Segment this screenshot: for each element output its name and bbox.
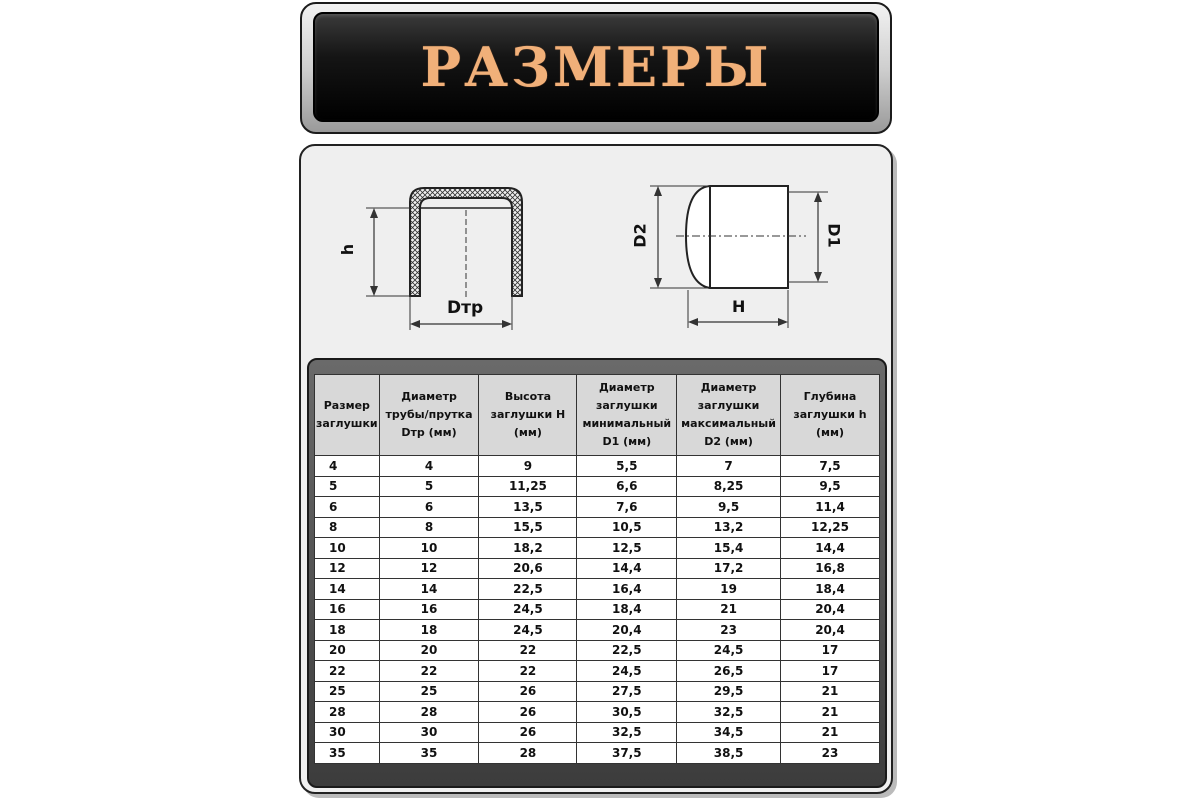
table-cell: 6	[379, 497, 479, 518]
label-d2: D2	[630, 223, 650, 248]
table-cell: 6	[315, 497, 380, 518]
table-cell: 10,5	[577, 517, 677, 538]
table-cell: 13,5	[479, 497, 577, 518]
table-cell: 35	[315, 743, 380, 764]
table-row	[315, 497, 880, 518]
table-cell: 37,5	[577, 743, 677, 764]
table-row	[315, 722, 880, 743]
table-cell: 24,5	[479, 599, 577, 620]
label-d1: D1	[824, 223, 844, 248]
table-cell: 16	[315, 599, 380, 620]
table-cell: 18	[315, 620, 380, 641]
table-cell: 11,25	[479, 476, 577, 497]
table-cell: 18	[379, 620, 479, 641]
table-cell: 21	[780, 681, 879, 702]
table-cell: 28	[315, 702, 380, 723]
table-cell: 12,5	[577, 538, 677, 559]
table-cell: 6,6	[577, 476, 677, 497]
label-h: h	[338, 243, 358, 256]
table-cell: 13,2	[677, 517, 781, 538]
table-cell: 8	[379, 517, 479, 538]
table-cell: 24,5	[577, 661, 677, 682]
table-cell: 38,5	[677, 743, 781, 764]
table-cell: 22	[479, 661, 577, 682]
table-cell: 30	[379, 722, 479, 743]
table-cell: 18,2	[479, 538, 577, 559]
table-cell: 9,5	[780, 476, 879, 497]
table-cell: 25	[315, 681, 380, 702]
table-row	[315, 517, 880, 538]
table-cell: 11,4	[780, 497, 879, 518]
table-cell: 29,5	[677, 681, 781, 702]
table-cell: 8,25	[677, 476, 781, 497]
table-row	[315, 579, 880, 600]
table-cell: 17	[780, 640, 879, 661]
table-row	[315, 702, 880, 723]
table-cell: 28	[479, 743, 577, 764]
table-cell: 25	[379, 681, 479, 702]
table-cell: 16	[379, 599, 479, 620]
label-H: H	[732, 297, 746, 316]
table-cell: 9,5	[677, 497, 781, 518]
table-cell: 20	[315, 640, 380, 661]
table-cell: 32,5	[577, 722, 677, 743]
table-cell: 12	[315, 558, 380, 579]
table-cell: 22,5	[577, 640, 677, 661]
table-cell: 16,8	[780, 558, 879, 579]
label-dtr: Dтр	[447, 298, 484, 318]
table-row	[315, 681, 880, 702]
table-cell: 9	[479, 456, 577, 477]
table-cell: 5,5	[577, 456, 677, 477]
table-cell: 20,6	[479, 558, 577, 579]
table-cell: 23	[677, 620, 781, 641]
table-cell: 18,4	[577, 599, 677, 620]
table-cell: 15,5	[479, 517, 577, 538]
table-cell: 14,4	[780, 538, 879, 559]
table-row	[315, 743, 880, 764]
table-cell: 14	[315, 579, 380, 600]
table-cell: 26	[479, 722, 577, 743]
table-cell: 20,4	[577, 620, 677, 641]
table-row	[315, 538, 880, 559]
table-cell: 30,5	[577, 702, 677, 723]
table-cell: 4	[315, 456, 380, 477]
table-cell: 21	[780, 722, 879, 743]
header-cell: Диаметр заглушки максимальный D2 (мм)	[677, 375, 781, 456]
table-cell: 22	[479, 640, 577, 661]
table-row	[315, 640, 880, 661]
table-cell: 16,4	[577, 579, 677, 600]
table-cell: 4	[379, 456, 479, 477]
table-cell: 19	[677, 579, 781, 600]
table-cell: 28	[379, 702, 479, 723]
header-cell: Диаметр трубы/прутка Dтр (мм)	[379, 375, 479, 456]
table-cell: 27,5	[577, 681, 677, 702]
sizes-table	[314, 374, 880, 764]
table-cell: 22,5	[479, 579, 577, 600]
table-cell: 7	[677, 456, 781, 477]
table-cell: 21	[780, 702, 879, 723]
table-cell: 24,5	[479, 620, 577, 641]
table-cell: 12	[379, 558, 479, 579]
table-cell: 26	[479, 702, 577, 723]
table-cell: 7,5	[780, 456, 879, 477]
header-cell: Глубина заглушки h (мм)	[780, 375, 879, 456]
table-cell: 30	[315, 722, 380, 743]
table-cell: 34,5	[677, 722, 781, 743]
cap-section-diagram	[330, 180, 530, 340]
table-cell: 24,5	[677, 640, 781, 661]
table-cell: 12,25	[780, 517, 879, 538]
table-cell: 20,4	[780, 599, 879, 620]
table-cell: 14,4	[577, 558, 677, 579]
table-cell: 32,5	[677, 702, 781, 723]
table-cell: 10	[315, 538, 380, 559]
page-title: РАЗМЕРЫ	[420, 35, 772, 99]
table-cell: 8	[315, 517, 380, 538]
table-row	[315, 558, 880, 579]
table-cell: 17,2	[677, 558, 781, 579]
table-row	[315, 620, 880, 641]
table-cell: 5	[315, 476, 380, 497]
header-cell: Высота заглушки H (мм)	[479, 375, 577, 456]
table-cell: 10	[379, 538, 479, 559]
table-cell: 7,6	[577, 497, 677, 518]
header-cell: Диаметр заглушки минимальный D1 (мм)	[577, 375, 677, 456]
table-cell: 20	[379, 640, 479, 661]
table-cell: 15,4	[677, 538, 781, 559]
table-cell: 14	[379, 579, 479, 600]
table-header-row	[315, 375, 880, 456]
table-row	[315, 661, 880, 682]
table-cell: 26,5	[677, 661, 781, 682]
table-row	[315, 599, 880, 620]
table-row	[315, 476, 880, 497]
table-cell: 17	[780, 661, 879, 682]
table-cell: 22	[315, 661, 380, 682]
table-row	[315, 456, 880, 477]
table-body	[315, 456, 880, 764]
table-cell: 35	[379, 743, 479, 764]
table-cell: 23	[780, 743, 879, 764]
header-cell: Размер заглушки	[315, 375, 380, 456]
table-cell: 18,4	[780, 579, 879, 600]
table-cell: 26	[479, 681, 577, 702]
table-cell: 21	[677, 599, 781, 620]
table-cell: 20,4	[780, 620, 879, 641]
table-cell: 5	[379, 476, 479, 497]
table-cell: 22	[379, 661, 479, 682]
